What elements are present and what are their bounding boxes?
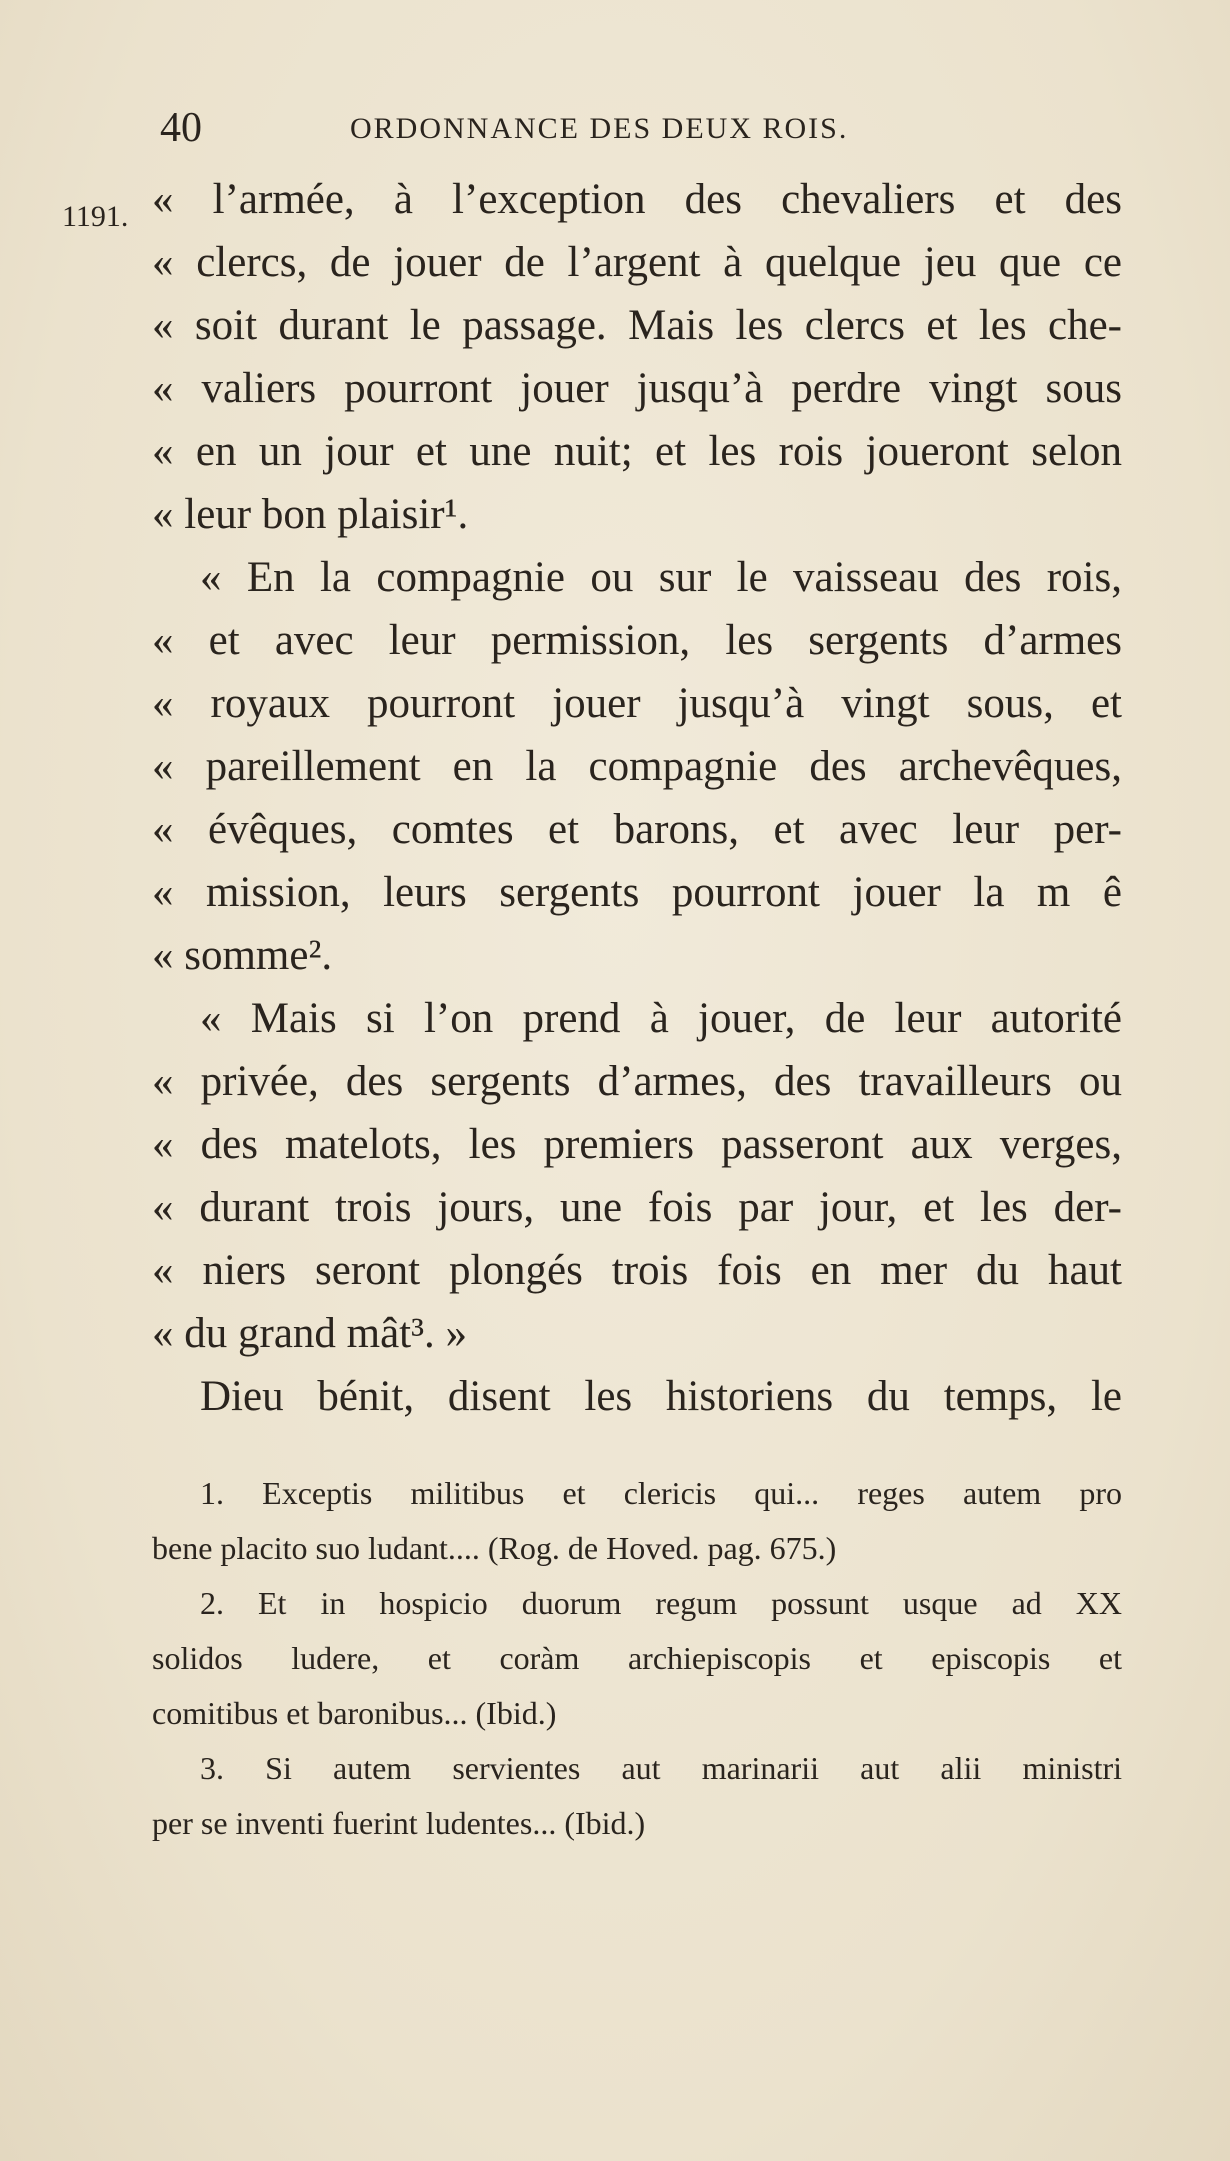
footnote-line: 1. Exceptis militibus et clericis qui... reges autem pro (200, 1475, 1122, 1511)
text-line: « valiers pourront jouer jusqu’à perdre vingt sous (152, 365, 1122, 412)
text-line: « des matelots, les premiers passeront aux verges, (152, 1121, 1122, 1168)
page-number: 40 (160, 105, 202, 151)
text-line: « en un jour et une nuit; et les rois joueront selon (152, 428, 1122, 475)
footnote-line: bene placito suo ludant.... (Rog. de Hoved. pag. 675.) (152, 1530, 837, 1566)
text-line: « clercs, de jouer de l’argent à quelque jeu que ce (152, 239, 1122, 286)
text-line: « royaux pourront jouer jusqu’à vingt sous, et (152, 680, 1122, 727)
running-head: ORDONNANCE DES DEUX ROIS. (350, 112, 849, 145)
text-line: « mission, leurs sergents pourront jouer la m ê (152, 869, 1122, 916)
text-line: « pareillement en la compagnie des archevêques, (152, 743, 1122, 790)
footnote-line: comitibus et baronibus... (Ibid.) (152, 1695, 557, 1731)
text-line: « leur bon plaisir¹. (152, 491, 469, 538)
footnote-line: 3. Si autem servientes aut marinarii aut alii ministri (200, 1750, 1122, 1786)
text-line: « niers seront plongés trois fois en mer du haut (152, 1247, 1122, 1294)
text-line: « évêques, comtes et barons, et avec leur per- (152, 806, 1122, 853)
body-text (152, 168, 1122, 1428)
page-header (160, 104, 1140, 154)
text-line: « durant trois jours, une fois par jour, et les der- (152, 1184, 1122, 1231)
footnotes (152, 1466, 1122, 1851)
text-line: Dieu bénit, disent les historiens du temps, le (200, 1373, 1122, 1420)
text-line: « l’armée, à l’exception des chevaliers et des (152, 176, 1122, 223)
text-line: « En la compagnie ou sur le vaisseau des rois, (200, 554, 1122, 601)
margin-year-note: 1191. (62, 200, 129, 233)
text-line: « Mais si l’on prend à jouer, de leur autorité (200, 995, 1122, 1042)
footnote-line: solidos ludere, et coràm archiepiscopis et episcopis et (152, 1640, 1122, 1676)
text-line: « du grand mât³. » (152, 1310, 468, 1357)
text-line: « somme². (152, 932, 333, 979)
footnote-line: per se inventi fuerint ludentes... (Ibid.) (152, 1805, 646, 1841)
footnote-line: 2. Et in hospicio duorum regum possunt usque ad XX (200, 1585, 1122, 1621)
text-line: « et avec leur permission, les sergents d’armes (152, 617, 1122, 664)
text-line: « privée, des sergents d’armes, des travailleurs ou (152, 1058, 1122, 1105)
text-line: « soit durant le passage. Mais les clercs et les che- (152, 302, 1122, 349)
